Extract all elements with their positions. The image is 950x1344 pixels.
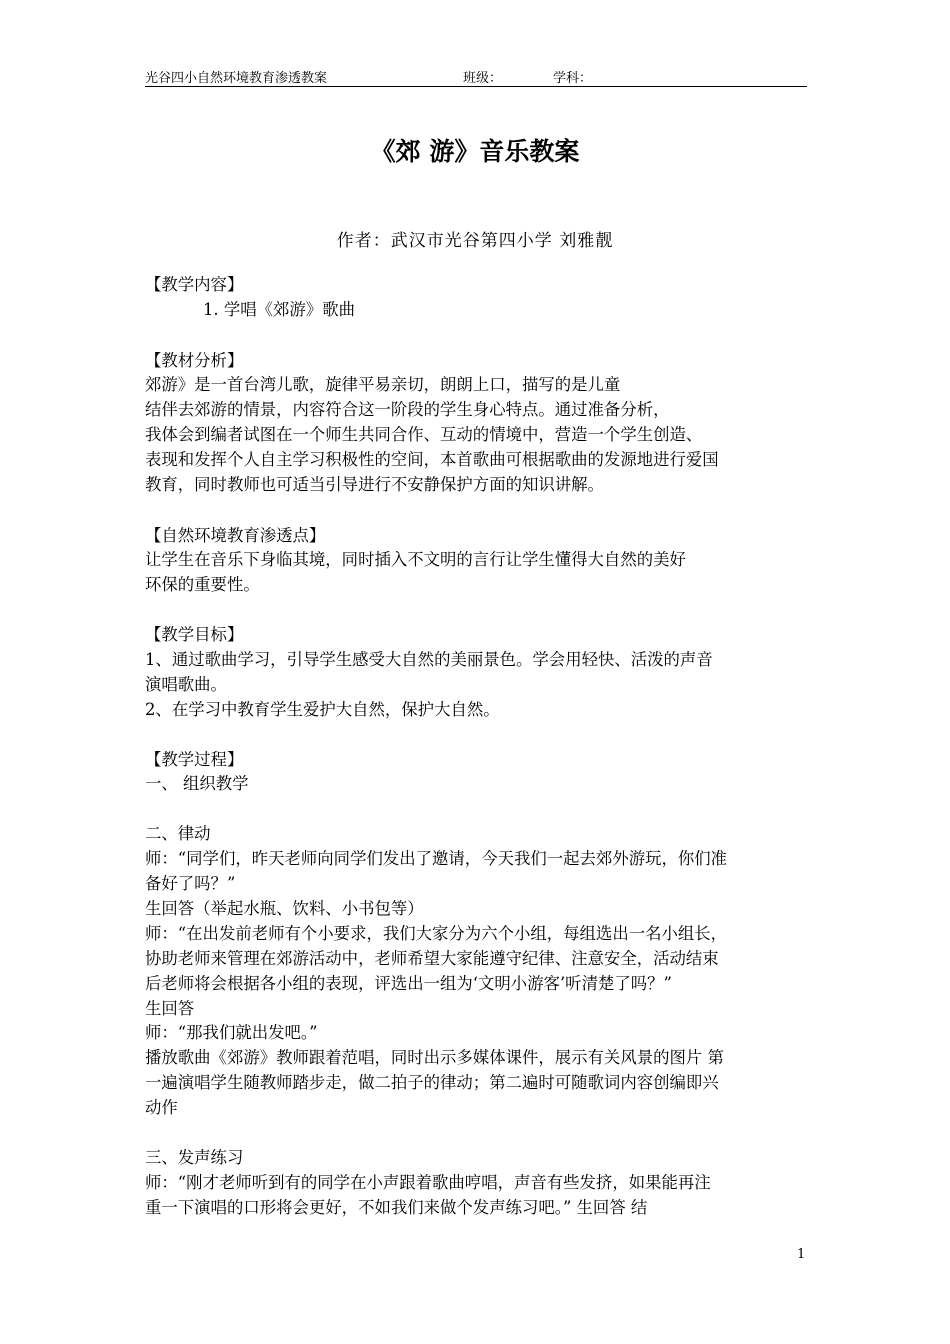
paragraph-line: 师：“刚才老师听到有的同学在小声跟着歌曲哼唱，声音有些发挤，如果能再注 <box>145 1173 711 1192</box>
paragraph-line: 教育，同时教师也可适当引导进行不安静保护方面的知识讲解。 <box>145 475 604 494</box>
paragraph-line: 环保的重要性。 <box>145 575 260 594</box>
paragraph-line: 演唱歌曲。 <box>145 675 227 694</box>
author-line: 作者：武汉市光谷第四小学 刘雅靓 <box>336 231 614 251</box>
paragraph-line: 2、在学习中教育学生爱护大自然，保护大自然。 <box>145 700 500 719</box>
page-number: 1 <box>797 1247 806 1262</box>
section-heading-goals: 【教学目标】 <box>145 625 244 644</box>
header-subject-label: 学科： <box>553 71 593 86</box>
paragraph-line: 我体会到编者试图在一个师生共同合作、互动的情境中，营造一个学生创造、 <box>145 425 703 444</box>
paragraph-line: 协助老师来管理在郊游活动中，老师希望大家能遵守纪律、注意安全，活动结束 <box>145 949 719 968</box>
content-item: 1. 学唱《郊游》歌曲 <box>203 300 355 319</box>
section-heading-process: 【教学过程】 <box>145 750 244 769</box>
process-step-2-heading: 二、律动 <box>145 824 211 843</box>
paragraph-line: 表现和发挥个人自主学习积极性的空间，本首歌曲可根据歌曲的发源地进行爱国 <box>145 450 719 469</box>
paragraph-line: 动作 <box>145 1098 178 1117</box>
paragraph-line: 1、通过歌曲学习，引导学生感受大自然的美丽景色。学会用轻快、活泼的声音 <box>145 650 713 669</box>
paragraph-line: 后老师将会根据各小组的表现，评选出一组为‘文明小游客’听清楚了吗？” <box>145 974 672 993</box>
paragraph-line: 师：“在出发前老师有个小要求，我们大家分为六个小组，每组选出一名小组长， <box>145 924 728 943</box>
paragraph-line: 生回答 <box>145 999 195 1018</box>
header-school-title: 光谷四小自然环境教育渗透教案 <box>145 71 328 86</box>
paragraph-line: 播放歌曲《郊游》教师跟着范唱，同时出示多媒体课件，展示有关风景的图片 第 <box>145 1048 724 1067</box>
paragraph-line: 生回答（举起水瓶、饮料、小书包等） <box>145 899 424 918</box>
paragraph-line: 结伴去郊游的情景，内容符合这一阶段的学生身心特点。通过准备分析， <box>145 400 670 419</box>
section-heading-environment: 【自然环境教育渗透点】 <box>145 526 326 545</box>
paragraph-line: 一遍演唱学生随教师踏步走，做二拍子的律动；第二遍时可随歌词内容创编即兴 <box>145 1073 719 1092</box>
paragraph-line: 师：“那我们就出发吧。” <box>145 1023 318 1042</box>
paragraph-line: 郊游》是一首台湾儿歌，旋律平易亲切，朗朗上口，描写的是儿童 <box>145 375 621 394</box>
process-step-3-heading: 三、发声练习 <box>145 1148 244 1167</box>
document-title: 《郊 游》音乐教案 <box>370 137 580 166</box>
process-step-1: 一、 组织教学 <box>145 774 249 793</box>
paragraph-line: 师：“同学们，昨天老师向同学们发出了邀请，今天我们一起去郊外游玩，你们准 <box>145 849 728 868</box>
section-heading-analysis: 【教材分析】 <box>145 351 244 370</box>
paragraph-line: 重一下演唱的口形将会更好，不如我们来做个发声练习吧。” 生回答 结 <box>145 1198 648 1217</box>
section-heading-content: 【教学内容】 <box>145 275 244 294</box>
page-header <box>145 66 807 87</box>
paragraph-line: 备好了吗？” <box>145 874 236 893</box>
paragraph-line: 让学生在音乐下身临其境，同时插入不文明的言行让学生懂得大自然的美好 <box>145 550 686 569</box>
header-class-label: 班级： <box>463 71 503 86</box>
